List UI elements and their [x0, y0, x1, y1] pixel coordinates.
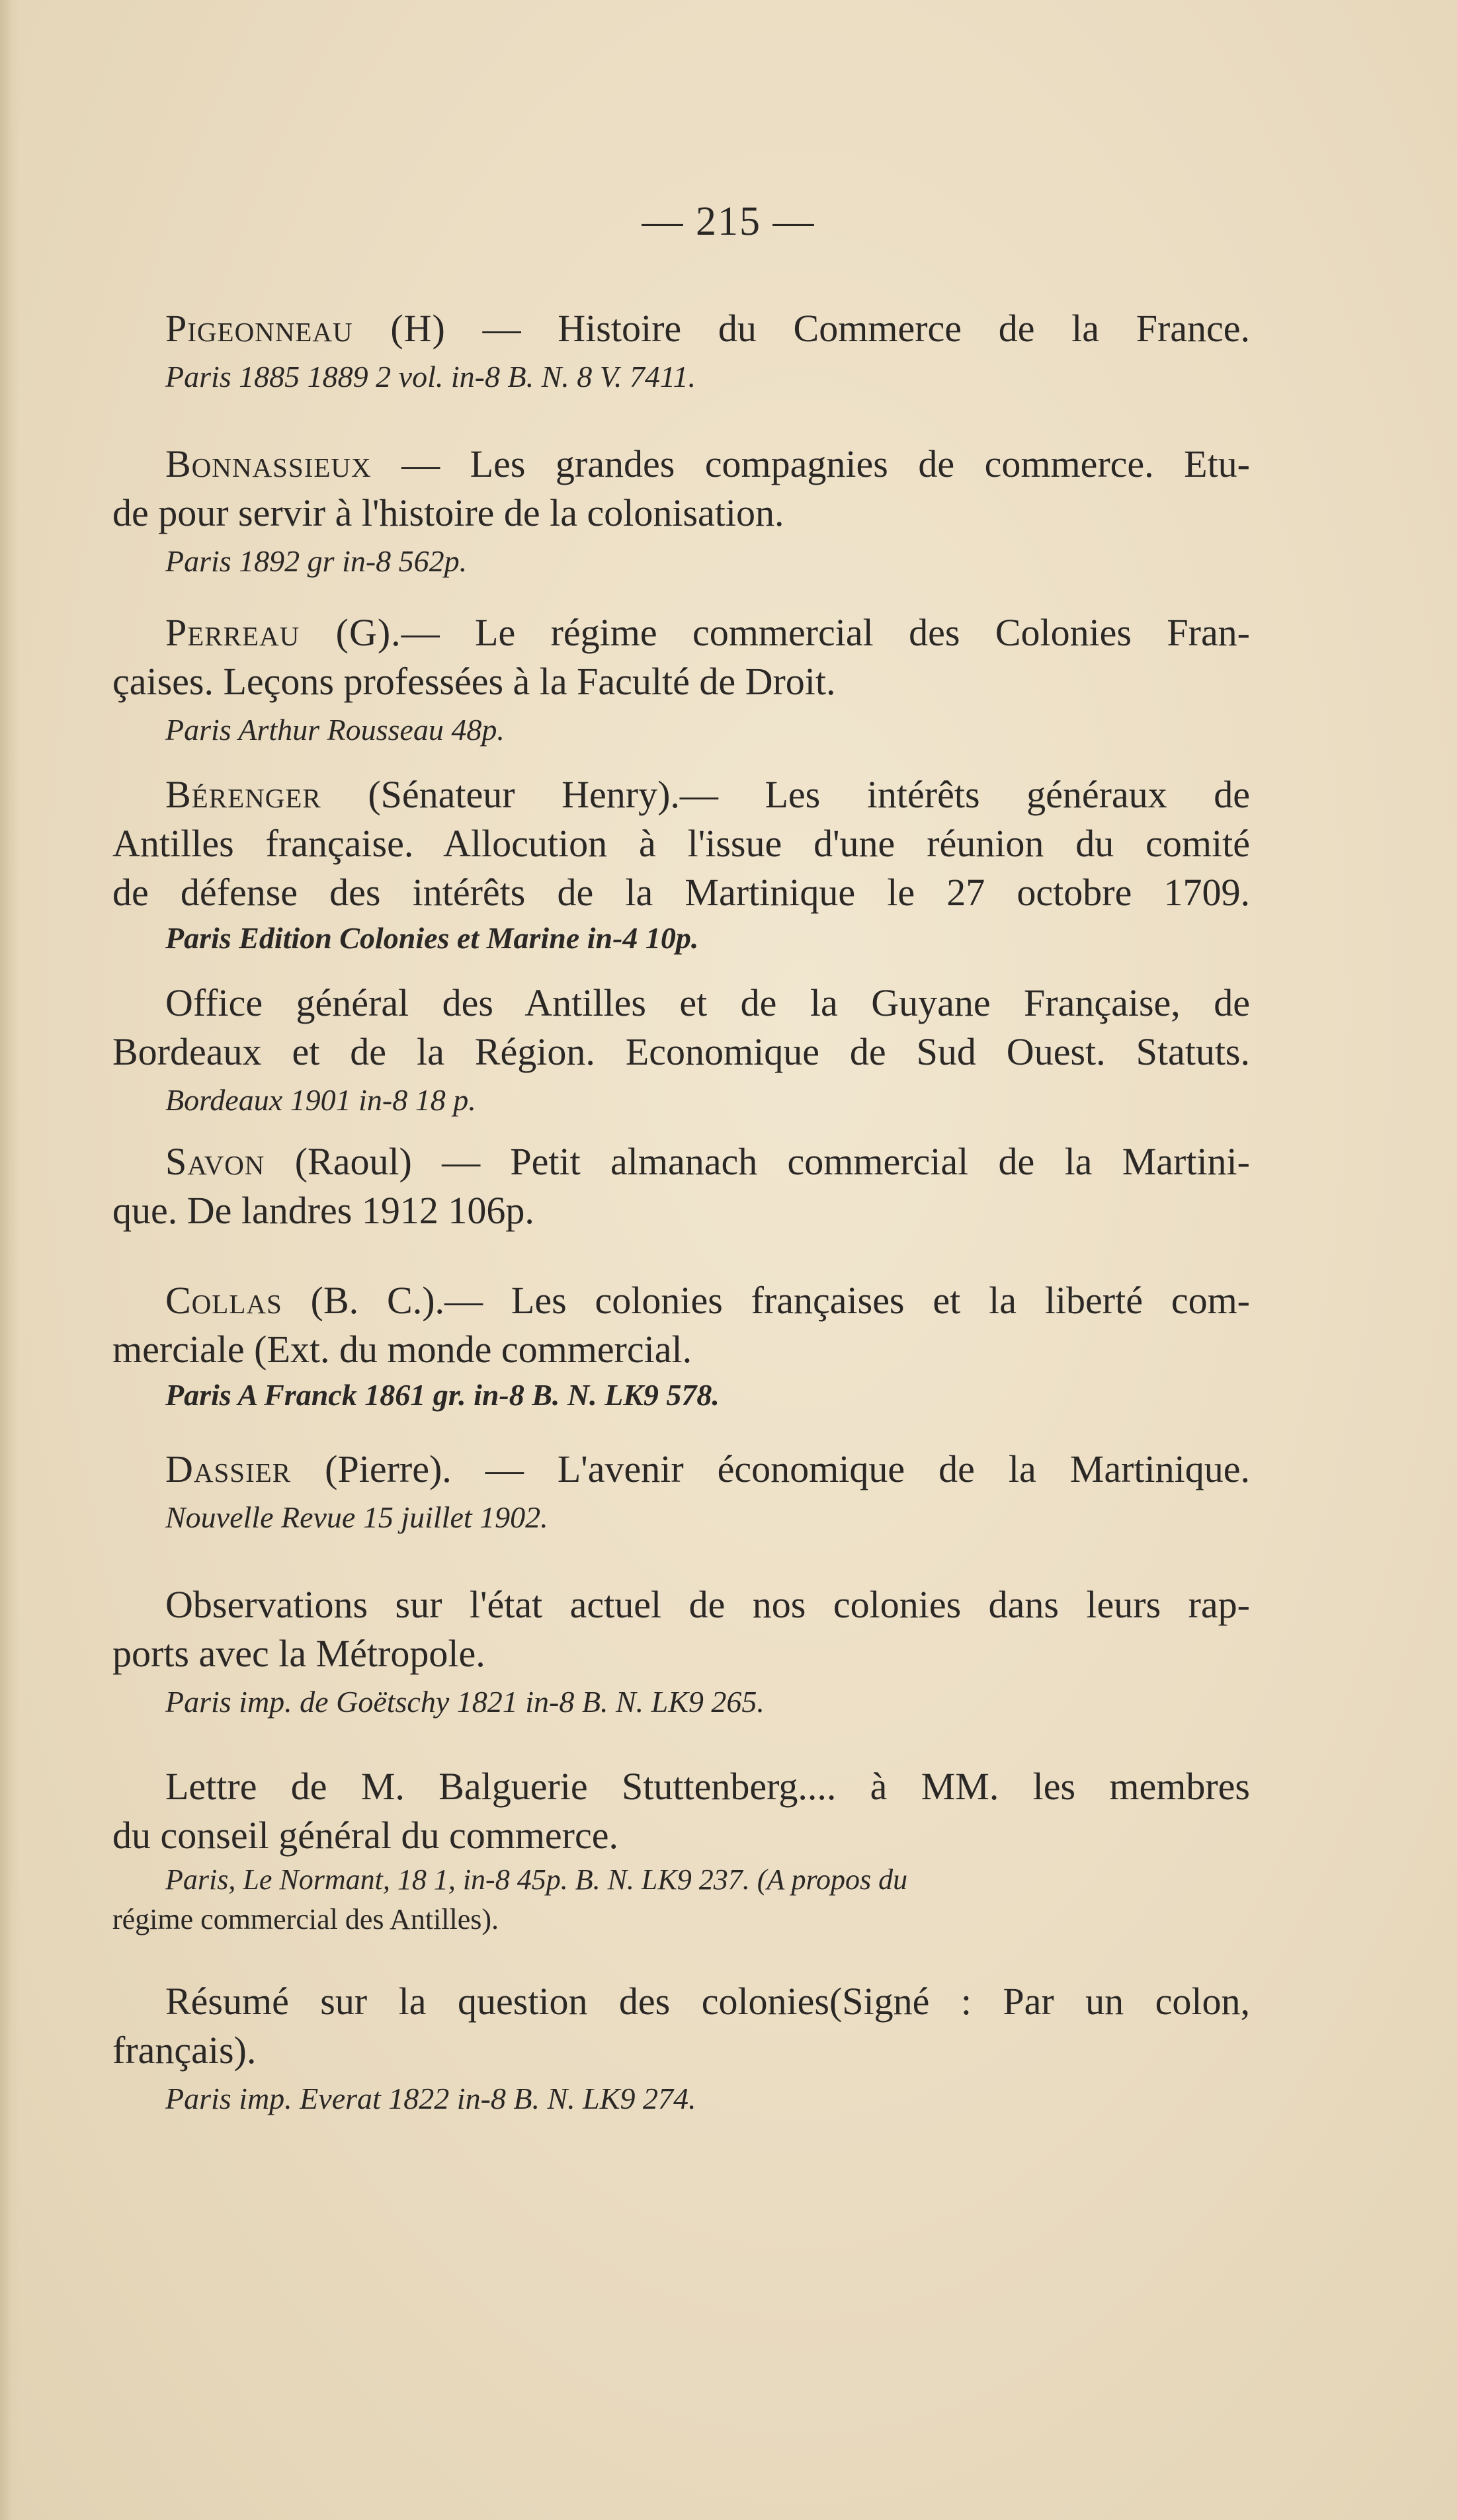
entry-line: de pour servir à l'histoire de la colonisation. — [112, 491, 784, 534]
entry-reference: Paris imp. Everat 1822 in-8 B. N. LK9 274. — [165, 2082, 696, 2115]
entry-line: Résumé sur la question des colonies(Signé : Par un colon, — [165, 1980, 1250, 2023]
entry-line — [165, 304, 1250, 353]
entry-author: Bérenger — [165, 773, 321, 816]
entry-text: (B. C.).— Les colonies françaises et la liberté com- — [282, 1279, 1250, 1322]
entry-reference-continued: régime commercial des Antilles). — [112, 1903, 499, 1935]
bibliography-entry — [165, 1445, 1250, 1539]
bibliography-entry — [112, 770, 1250, 959]
entry-line: merciale (Ext. du monde commercial. — [112, 1328, 692, 1371]
bibliography-entry — [112, 1977, 1250, 2120]
entry-author: Savon — [165, 1140, 265, 1183]
bibliography-entry — [112, 979, 1250, 1121]
entry-line: Lettre de M. Balguerie Stuttenberg.... à MM. les membres — [165, 1765, 1250, 1808]
entry-text: (Sénateur Henry).— Les intérêts généraux de — [321, 773, 1250, 816]
entry-author: Perreau (G). — [165, 611, 401, 654]
bibliography-entry — [112, 608, 1250, 751]
entry-line — [165, 440, 1250, 489]
entry-reference: Paris 1885 1889 2 vol. in-8 B. N. 8 V. 7411. — [165, 360, 696, 393]
entry-author: Dassier — [165, 1447, 292, 1490]
entry-author: Bonnassieux — [165, 442, 372, 485]
entry-text: — Histoire du Commerce de la France. — [445, 307, 1250, 350]
entry-reference: Nouvelle Revue 15 juillet 1902. — [165, 1500, 548, 1534]
entry-line: ports avec la Métropole. — [112, 1632, 485, 1675]
entry-line: français). — [112, 2029, 257, 2072]
entry-reference: Paris Arthur Rousseau 48p. — [165, 713, 505, 747]
entry-text: (Pierre). — L'avenir économique de la Martinique. — [291, 1447, 1250, 1490]
bibliography-entry — [112, 440, 1250, 583]
entry-line — [165, 770, 1250, 819]
bibliography-entry — [112, 1276, 1250, 1416]
entry-text: — Le régime commercial des Colonies Fran- — [401, 611, 1250, 654]
entry-line: Bordeaux et de la Région. Economique de Sud Ouest. Statuts. — [112, 1030, 1250, 1073]
entry-line: Observations sur l'état actuel de nos colonies dans leurs rap- — [165, 1583, 1250, 1626]
entry-text: — Les grandes compagnies de commerce. Etu- — [371, 442, 1250, 485]
bibliography-entry — [112, 1580, 1250, 1723]
entry-line — [165, 608, 1250, 657]
entry-line: du conseil général du commerce. — [112, 1814, 618, 1857]
entry-author: Pigeonneau (H) — [165, 307, 446, 350]
bibliography-entry — [112, 1762, 1250, 1939]
entry-line: Antilles française. Allocution à l'issue d'une réunion du comité — [112, 822, 1250, 865]
bibliography-entry — [165, 304, 1250, 398]
entry-reference: Paris A Franck 1861 gr. in-8 B. N. LK9 578. — [165, 1378, 720, 1412]
entry-reference: Paris imp. de Goëtschy 1821 in-8 B. N. LK9 265. — [165, 1685, 765, 1719]
entry-line — [165, 1445, 1250, 1494]
entry-author: Collas — [165, 1279, 282, 1322]
entry-line: de défense des intérêts de la Martinique le 27 octobre 1709. — [112, 871, 1250, 914]
page-number: — 215 — — [642, 199, 815, 244]
entry-line — [165, 1137, 1250, 1186]
entry-line: Office général des Antilles et de la Guyane Française, de — [165, 981, 1250, 1024]
entry-reference: Paris Edition Colonies et Marine in-4 10p. — [165, 921, 699, 955]
entry-text: (Raoul) — Petit almanach commercial de la Martini- — [265, 1140, 1250, 1183]
entry-reference: Paris, Le Normant, 18 1, in-8 45p. B. N. LK9 237. (A propos du — [165, 1863, 908, 1896]
bibliography-entry — [112, 1137, 1250, 1235]
page-binding-shadow — [0, 0, 20, 2520]
entry-line: que. De landres 1912 106p. — [112, 1189, 534, 1232]
entry-line — [165, 1276, 1250, 1325]
entry-reference: Bordeaux 1901 in-8 18 p. — [165, 1083, 476, 1117]
entry-line: çaises. Leçons professées à la Faculté de Droit. — [112, 660, 836, 703]
entry-reference: Paris 1892 gr in-8 562p. — [165, 544, 468, 578]
